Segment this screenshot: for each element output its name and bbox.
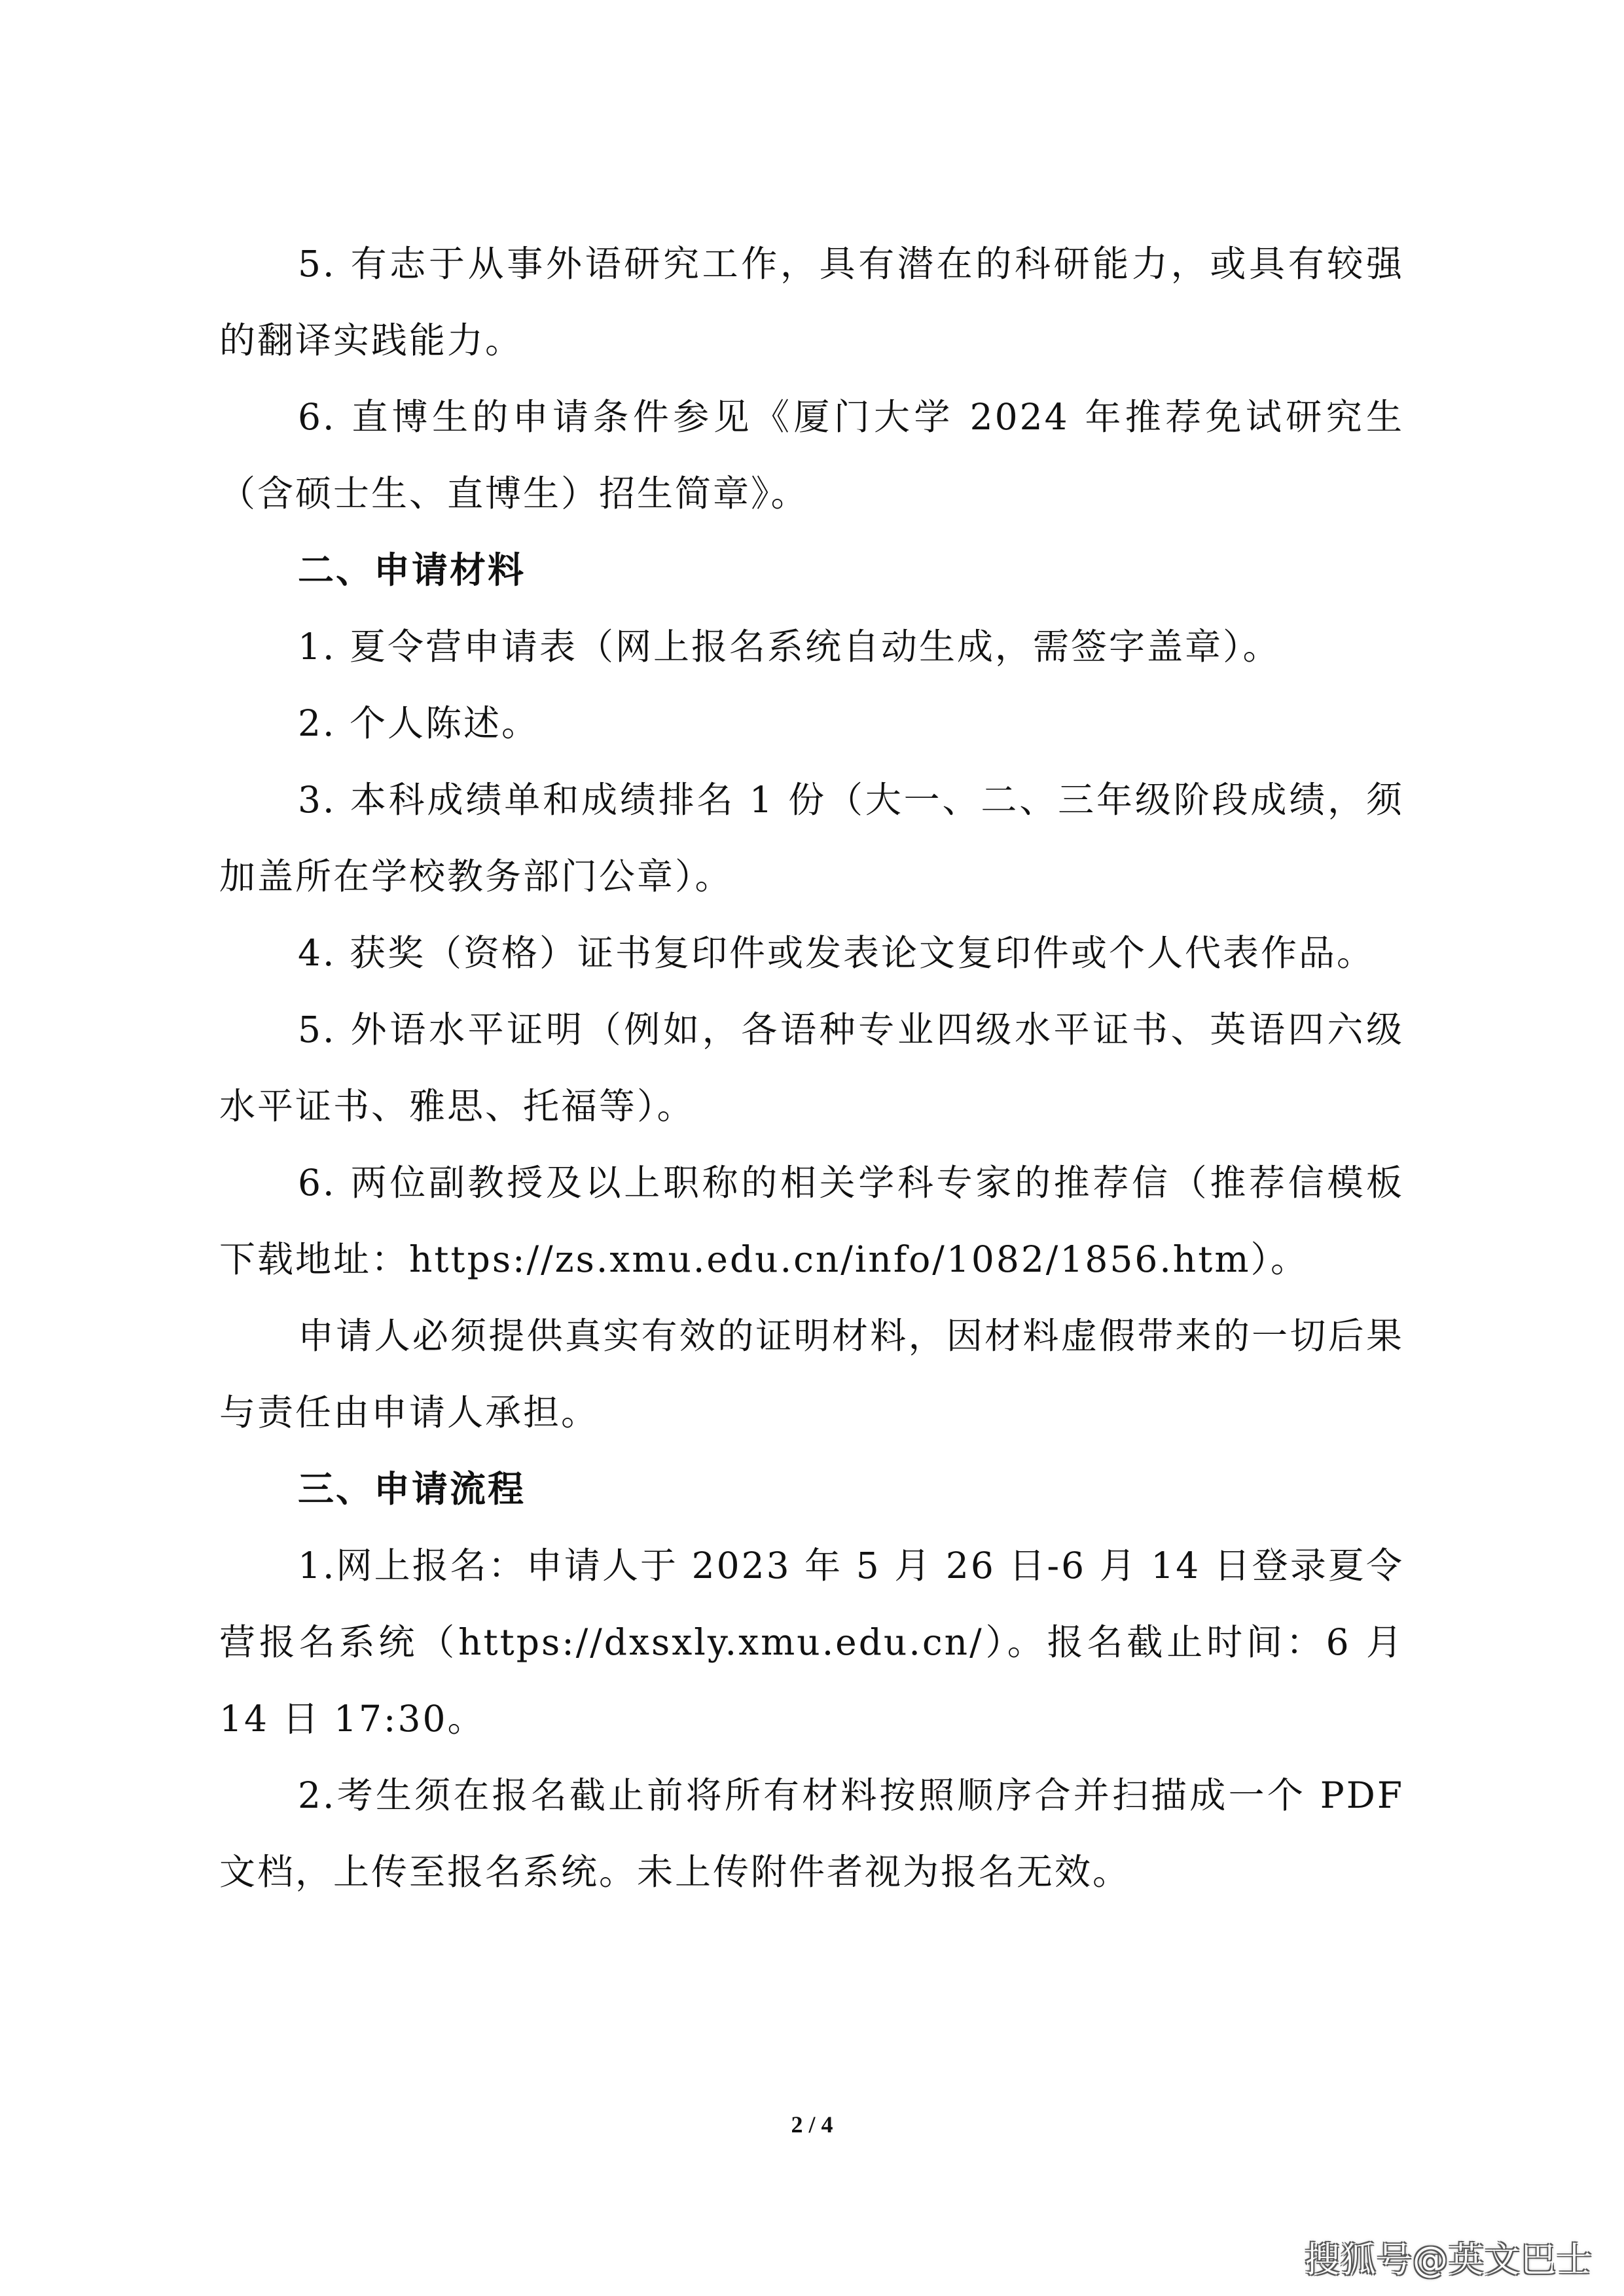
process-item-1: 1.网上报名：申请人于 2023 年 5 月 26 日-6 月 14 日登录夏令营报名系统（https://dxsxly.xmu.edu.cn/）。报名截止时间：6 月 14 日 17:30。 xyxy=(219,1545,1404,1740)
page-number: 2 / 4 xyxy=(791,2111,833,2138)
materials-note: 申请人必须提供真实有效的证明材料，因材料虚假带来的一切后果与责任由申请人承担。 xyxy=(219,1315,1404,1433)
materials-item-6: 6. 两位副教授及以上职称的相关学科专家的推荐信（推荐信模板下载地址：https://zs.xmu.edu.cn/info/1082/1856.htm）。 xyxy=(219,1162,1404,1280)
paragraph-condition-5: 5. 有志于从事外语研究工作，具有潜在的科研能力，或具有较强的翻译实践能力。 xyxy=(219,243,1404,361)
section-heading-application-process: 三、申请流程 xyxy=(298,1468,526,1510)
document-body xyxy=(219,226,1404,1910)
materials-item-3: 3. 本科成绩单和成绩排名 1 份（大一、二、三年级阶段成绩，须加盖所在学校教务部门公章）。 xyxy=(219,779,1404,897)
watermark: 搜狐号@英文巴士 xyxy=(1305,2239,1593,2280)
materials-item-1: 1. 夏令营申请表（网上报名系统自动生成，需签字盖章）。 xyxy=(298,626,1281,668)
materials-item-4: 4. 获奖（资格）证书复印件或发表论文复印件或个人代表作品。 xyxy=(298,932,1375,974)
materials-item-2: 2. 个人陈述。 xyxy=(298,702,539,744)
materials-item-5: 5. 外语水平证明（例如，各语种专业四级水平证书、英语四六级水平证书、雅思、托福等）。 xyxy=(219,1009,1404,1127)
section-heading-application-materials: 二、申请材料 xyxy=(298,549,526,591)
process-item-2: 2.考生须在报名截止前将所有材料按照顺序合并扫描成一个 PDF 文档，上传至报名系统。未上传附件者视为报名无效。 xyxy=(219,1774,1404,1893)
paragraph-condition-6: 6. 直博生的申请条件参见《厦门大学 2024 年推荐免试研究生（含硕士生、直博生）招生简章》。 xyxy=(219,396,1404,514)
